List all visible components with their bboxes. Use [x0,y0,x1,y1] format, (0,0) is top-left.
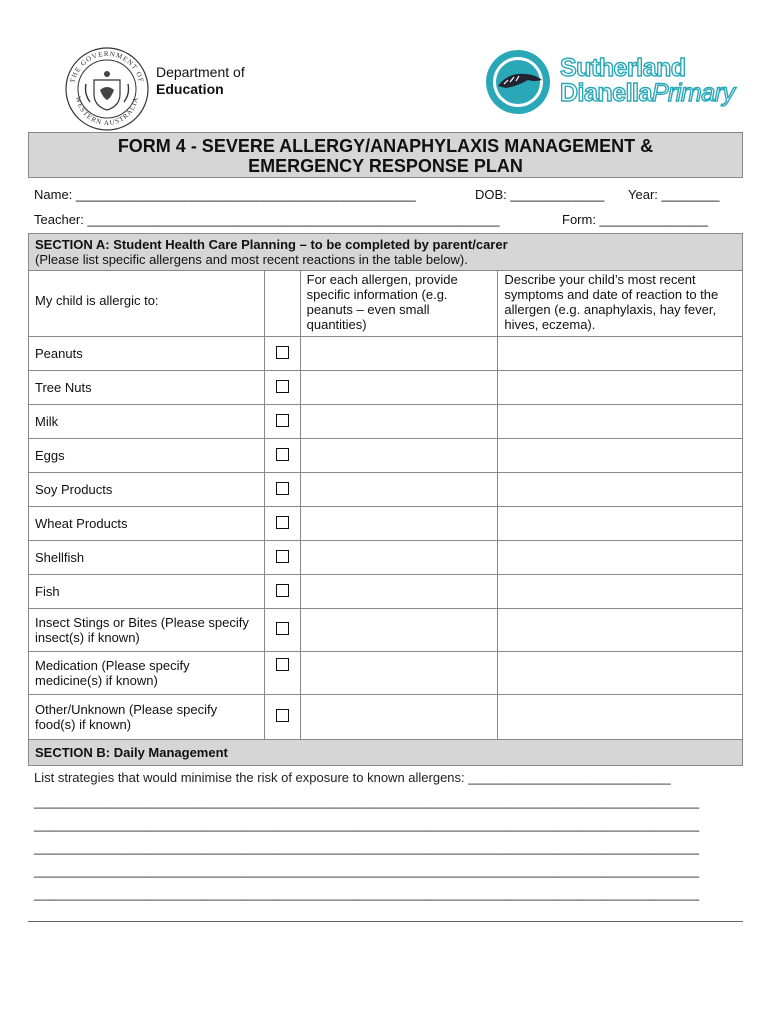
year-field[interactable]: Year: ________ [628,187,720,202]
dob-field[interactable]: DOB: _____________ [475,187,605,202]
section-a-subheading: (Please list specific allergens and most recent reactions in the table below). [35,252,468,267]
specific-info-cell[interactable] [300,439,498,473]
strategies-line[interactable]: ____________________________________________________________________________________________ [34,817,700,832]
allergen-checkbox[interactable] [276,550,289,563]
strategies-line[interactable]: ____________________________________________________________________________________________ [34,863,700,878]
section-b-bottom-border [28,921,743,922]
specific-info-cell[interactable] [300,609,498,652]
specific-info-cell[interactable] [300,371,498,405]
allergen-checkbox[interactable] [276,658,289,671]
col-checkbox-header [264,271,300,337]
allergen-checkbox[interactable] [276,709,289,722]
allergen-checkbox[interactable] [276,482,289,495]
specific-info-cell[interactable] [300,575,498,609]
table-row [29,507,743,541]
specific-info-cell[interactable] [300,507,498,541]
section-a-heading: SECTION A: Student Health Care Planning – to be completed by parent/carer [35,237,508,252]
symptoms-cell[interactable] [498,337,743,371]
form-title-line-1: FORM 4 - SEVERE ALLERGY/ANAPHYLAXIS MANAGEMENT & [117,136,654,156]
allergen-label: Soy Products [29,473,265,507]
strategies-line[interactable]: ____________________________________________________________________________________________ [34,794,700,809]
school-name-line-1: Sutherland [560,54,686,82]
school-name [560,56,734,106]
allergen-label: Peanuts [29,337,265,371]
name-field[interactable]: Name: _______________________________________________ [34,187,416,202]
table-row [29,405,743,439]
allergen-checkbox[interactable] [276,584,289,597]
specific-info-cell[interactable] [300,541,498,575]
allergen-label: Eggs [29,439,265,473]
school-name-line-2b: Primary [651,79,735,107]
form-title-line-2: EMERGENCY RESPONSE PLAN [248,156,523,176]
allergen-checkbox[interactable] [276,516,289,529]
col-specific-info: For each allergen, provide specific information (e.g. peanuts – even small quantities) [300,271,498,337]
form-class-field[interactable]: Form: _______________ [562,212,709,227]
form-title [28,132,743,178]
teacher-field[interactable]: Teacher: _________________________________________________________ [34,212,500,227]
symptoms-cell[interactable] [498,507,743,541]
allergen-checkbox[interactable] [276,622,289,635]
symptoms-cell[interactable] [498,473,743,507]
table-header-row [29,271,743,337]
table-row [29,652,743,695]
department-name [156,64,245,98]
specific-info-cell[interactable] [300,405,498,439]
allergen-label: Fish [29,575,265,609]
specific-info-cell[interactable] [300,652,498,695]
seal-bottom-text: WESTERN AUSTRALIA [73,95,140,127]
table-row [29,371,743,405]
symptoms-cell[interactable] [498,652,743,695]
symptoms-cell[interactable] [498,695,743,740]
allergen-checkbox[interactable] [276,380,289,393]
section-a-header [29,234,743,271]
allergen-label: Other/Unknown (Please specify food(s) if known) [29,695,265,740]
department-line-2: Education [156,81,224,97]
specific-info-cell[interactable] [300,337,498,371]
symptoms-cell[interactable] [498,439,743,473]
strategies-line[interactable]: ____________________________________________________________________________________________ [34,886,700,901]
strategies-prompt[interactable]: List strategies that would minimise the risk of exposure to known allergens: ____________________________ [34,770,671,785]
allergen-label: Medication (Please specify medicine(s) if known) [29,652,265,695]
allergy-table [28,233,743,766]
strategies-line[interactable]: ____________________________________________________________________________________________ [34,840,700,855]
allergen-label: Shellfish [29,541,265,575]
table-row [29,541,743,575]
table-row [29,609,743,652]
specific-info-cell[interactable] [300,695,498,740]
symptoms-cell[interactable] [498,541,743,575]
allergen-checkbox[interactable] [276,414,289,427]
symptoms-cell[interactable] [498,609,743,652]
seal-top-text: THE GOVERNMENT OF [68,49,146,84]
allergen-checkbox[interactable] [276,346,289,359]
allergen-label: Wheat Products [29,507,265,541]
table-row [29,337,743,371]
allergen-checkbox[interactable] [276,448,289,461]
allergen-label: Tree Nuts [29,371,265,405]
department-line-1: Department of [156,64,245,80]
table-row [29,575,743,609]
school-name-line-2a: Dianella [560,79,652,107]
allergen-label: Insect Stings or Bites (Please specify insect(s) if known) [29,609,265,652]
table-row [29,695,743,740]
table-row [29,473,743,507]
section-b-heading: SECTION B: Daily Management [35,745,228,760]
allergen-label: Milk [29,405,265,439]
government-seal-icon [64,46,150,132]
symptoms-cell[interactable] [498,575,743,609]
col-symptoms: Describe your child’s most recent symptoms and date of reaction to the allergen (e.g. anaphylaxis, hay fever, hives, eczema). [498,271,743,337]
symptoms-cell[interactable] [498,371,743,405]
section-b-header [29,740,743,766]
col-allergic-to: My child is allergic to: [29,271,265,337]
school-crocodile-logo-icon [480,46,570,118]
symptoms-cell[interactable] [498,405,743,439]
specific-info-cell[interactable] [300,473,498,507]
table-row [29,439,743,473]
